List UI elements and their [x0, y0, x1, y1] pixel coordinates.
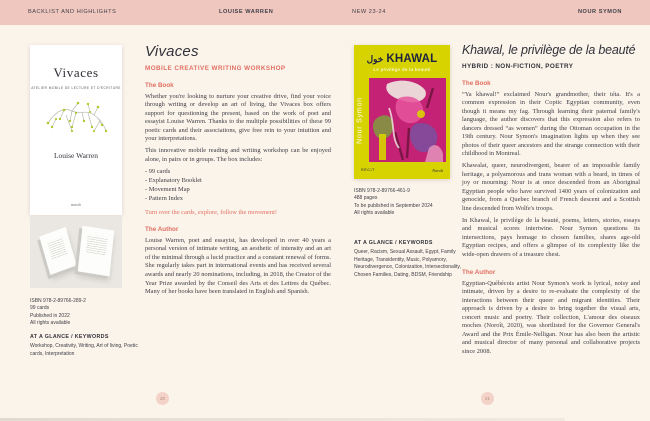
- khawal-book-cover: [354, 45, 450, 179]
- khawal-cover-title: KHAWAL: [386, 53, 438, 65]
- box-list-item: - Explanatory Booklet: [145, 177, 331, 186]
- branch-illustration: [42, 97, 110, 141]
- vivaces-book-cover: [30, 45, 122, 215]
- card-decks-photo: [30, 216, 122, 288]
- khawal-text-column: [462, 43, 640, 356]
- khawal-cover-publisher: Noroît: [432, 168, 443, 173]
- header-item-nour-symon[interactable]: NOUR SYMON: [577, 9, 622, 15]
- page-number: 20: [159, 396, 165, 401]
- vivaces-the-author-heading: The Author: [145, 226, 179, 234]
- vivaces-keywords-heading: AT A GLANCE / KEYWORDS: [30, 334, 109, 340]
- khawal-author-paragraph: Egyptian-Québécois artist Nour Symon's work is lyrical, noisy and intimate, driven by a desire to re-evaluate the complexity of the interactions between their queer and migrant identities. Their approach is driven by a desire to bring together the visual arts, concert music and poetry. Their collection, L'amour des oiseaux moches (Noroît, 2020), was shortlisted for the Governor General's Award and the Prix Émile-Nelligan. Nour has also been the artistic and musical director of many personal and collaborative projects since 2008.: [462, 279, 640, 355]
- publication-line: To be published in September 2024: [354, 202, 433, 209]
- khawal-book-paragraph-3: In Khawal, le privilège de la beauté, poems, letters, stories, essays and musical scores intertwine. Nour Symon questions its intersections, pays homage to chosen families, shares age-old Egyptian recipes, and offers a glimpse of its complexity like the wide-open drawers of a treasure chest.: [462, 216, 640, 258]
- khawal-keywords-heading: AT A GLANCE / KEYWORDS: [354, 240, 433, 246]
- vivaces-text-column: [145, 43, 331, 297]
- vivaces-keywords: Workshop, Creativity, Writing, Art of living, Poetic cards, Interpretation: [30, 343, 138, 357]
- page-number-badge-right: [481, 392, 494, 405]
- page-number: 21: [484, 396, 490, 401]
- vivaces-cover-subtitle: ATELIER MOBILE DE LECTURE ET D'ÉCRITURE: [31, 86, 121, 90]
- isbn-line: ISBN 978-2-89766-289-2: [30, 298, 86, 304]
- vivaces-box-contents-list: [145, 168, 331, 203]
- card-deck: [78, 226, 114, 277]
- vivaces-page-title: Vivaces: [145, 43, 199, 60]
- isbn-line: ISBN 978-2-89766-461-9: [354, 188, 410, 194]
- khawal-isbn-block: [354, 188, 474, 218]
- deck-text-lines: [86, 235, 108, 256]
- published-line: Published in 2022: [30, 312, 70, 319]
- format-line: 99 cards: [30, 305, 50, 312]
- box-list-item: - 99 cards: [145, 168, 331, 177]
- khawal-cover-subtitle: Le privilège de la beauté: [373, 68, 431, 73]
- vivaces-cover-title: Vivaces: [53, 65, 99, 80]
- vivaces-isbn-block: [30, 298, 145, 328]
- rights-line: All rights available: [30, 320, 71, 327]
- deck-text-lines: [47, 237, 67, 260]
- khawal-cover-title-row: [354, 53, 450, 65]
- khawal-arabic-title: خول: [366, 54, 384, 64]
- vivaces-the-book-heading: The Book: [145, 82, 174, 89]
- khawal-cover-author-vertical: Nour Symon: [356, 97, 364, 144]
- box-list-item: - Movement Map: [145, 186, 331, 195]
- header-item-louise-warren[interactable]: LOUISE WARREN: [219, 9, 274, 15]
- vivaces-cta-line: Turn over the cards, explore, follow the movement!: [145, 209, 277, 217]
- khawal-the-author-heading: The Author: [462, 269, 496, 277]
- pages-line: 488 pages: [354, 195, 378, 202]
- khawal-cover-bottom-row: [361, 168, 443, 173]
- page-number-badge-left: [156, 392, 169, 405]
- khawal-book-paragraph-1: “Ya khawal!” exclaimed Nour's grandmother, their téta. It's a common expression in their Coptic Egyptian community, even though it means my fag. Through learning their paternal family's language, the author discovers that this expression also refers to dancers dressed “as women” during the Ottoman occupation in the 19th century. Nour Symon's imagination lights up when they see photos of their queer ancestors and the strange connection with their childhood in Montreal.: [462, 90, 640, 158]
- card-deck: [39, 227, 76, 275]
- vivaces-book-paragraph-2: This innovative mobile reading and writing workshop can be enjoyed alone, in pairs or in groups. The box includes:: [145, 147, 331, 163]
- header-item-new-23-24[interactable]: NEW 23-24: [352, 9, 386, 15]
- vivaces-cover-publisher-mark: noroît: [71, 202, 81, 207]
- vivaces-cover-author: Louise Warren: [53, 151, 99, 160]
- cover-painting: [369, 78, 446, 162]
- vivaces-book-paragraph-1: Whether you're looking to nurture your creative drive, find your voice through writing or develop an art of living, the Vivaces box offers support for questioning the present, based on the work of poet and essayist Louise Warren. Thanks to the multiple possibilities of these 99 poetic cards and their associations, give free rein to your intuition and your interpretations.: [145, 92, 331, 143]
- vivaces-author-paragraph: Louise Warren, poet and essayist, has developed in over 40 years a personal version of intimate writing, an aesthetic of intensity and an art of the minimal through a lucid practice and a constant renewal of forms. She regularly takes part in international events and has received several awards and nearly 20 nominations, including, in 2018, the Creator of the Year Prize awarded by the Conseil des Arts et des Lettres du Québec. Many of her books have been translated in English and Spanish.: [145, 236, 331, 296]
- vivaces-workshop-label: MOBILE CREATIVE WRITING WORKSHOP: [145, 65, 286, 72]
- khawal-the-book-heading: The Book: [462, 80, 491, 87]
- rights-line: All rights available: [354, 210, 395, 217]
- khawal-genre-label: HYBRID : NON-FICTION, POETRY: [462, 63, 574, 70]
- khawal-page-title: Khawal, le privilège de la beauté: [462, 43, 636, 57]
- header-bar: [0, 0, 650, 25]
- khawal-keywords: Queer, Racism, Sexual Assault, Egypt, Family Heritage, Transidentity, Music, Polyamory, Neurodivergence, Colonization, Intersectionality, Chosen Families, Dating, BDSM, Friendship: [354, 249, 461, 278]
- header-item-backlist-and-highlights[interactable]: BACKLIST AND HIGHLIGHTS: [28, 9, 117, 15]
- khawal-cover-genre: RÉCIT: [361, 168, 375, 172]
- khawal-book-paragraph-2: Khawalat, queer, neurodivergent, bearer of an impossible family heritage, a polyamorous and trans woman with a beard, in times of joy or mourning: Nour is at once descended from an Aboriginal Egyptian people who have survived 1400 years of colonization and genocide, from a Quebec branch of French descent and a Scottish line descended from Wolfe's troops.: [462, 162, 640, 212]
- box-list-item: - Pattern Index: [145, 195, 331, 204]
